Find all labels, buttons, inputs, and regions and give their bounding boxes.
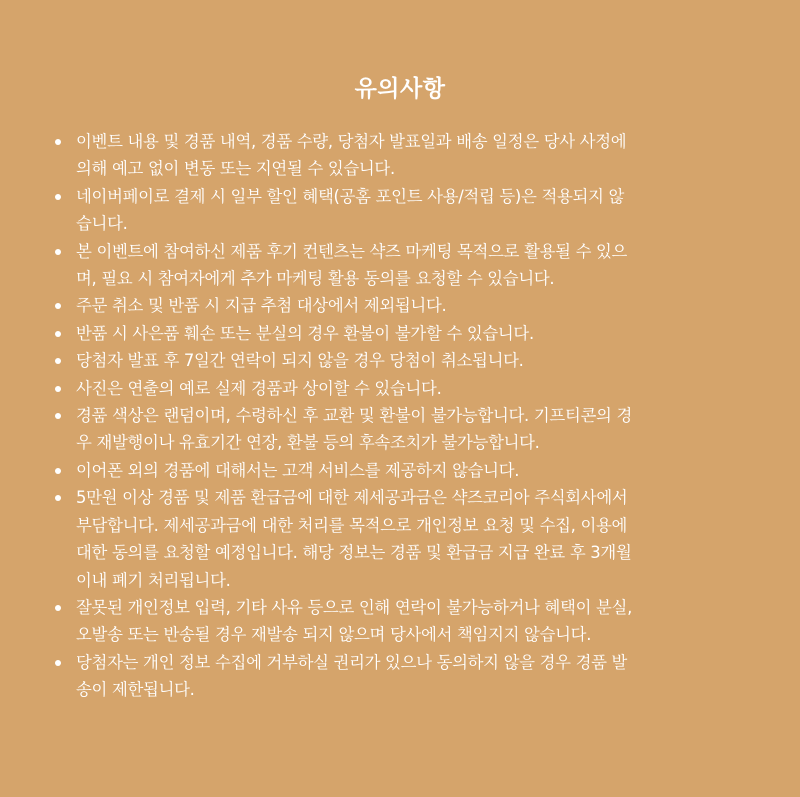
notice-item-5: [0, 320, 800, 347]
bullet-icon: [55, 660, 61, 666]
notice-item-3-line-2: 며, 필요 시 참여자에게 추가 마케팅 활용 동의를 요청할 수 있습니다.: [76, 269, 555, 289]
notice-item-10-line-1: 5만원 이상 경품 및 제품 환급금에 대한 제세공과금은 샥즈코리아 주식회사에서: [76, 488, 628, 508]
notice-item-1: [0, 128, 800, 183]
notice-item-8-line-2: 우 재발행이나 유효기간 연장, 환불 등의 후속조치가 불가능합니다.: [76, 433, 540, 453]
notice-item-11: [0, 594, 800, 649]
notice-title: 유의사항: [354, 76, 446, 102]
notice-item-3: [0, 238, 800, 293]
notice-item-12-line-2: 송이 제한됩니다.: [76, 680, 195, 700]
notice-item-10: [0, 484, 800, 594]
notice-item-11-line-2: 오발송 또는 반송될 경우 재발송 되지 않으며 당사에서 책임지지 않습니다.: [76, 625, 592, 645]
notice-item-4-line-1: 주문 취소 및 반품 시 지급 추첨 대상에서 제외됩니다.: [76, 296, 447, 316]
bullet-icon: [55, 194, 61, 200]
notice-item-10-line-4: 이내 폐기 처리됩니다.: [76, 570, 231, 590]
notice-item-1-line-1: 이벤트 내용 및 경품 내역, 경품 수량, 당첨자 발표일과 배송 일정은 당사 사정에: [76, 132, 627, 151]
notice-item-6-line-1: 당첨자 발표 후 7일간 연락이 되지 않을 경우 당첨이 취소됩니다.: [76, 351, 524, 371]
notice-item-4: [0, 292, 800, 319]
notice-item-9-line-1: 이어폰 외의 경품에 대해서는 고객 서비스를 제공하지 않습니다.: [76, 460, 520, 480]
notice-item-1-line-2: 의해 예고 없이 변동 또는 지연될 수 있습니다.: [76, 159, 395, 179]
bullet-icon: [55, 331, 61, 337]
notice-item-2-line-1: 네이버페이로 결제 시 일부 할인 혜택(공홈 포인트 사용/적립 등)은 적용되지 않: [76, 186, 625, 206]
bullet-icon: [55, 386, 61, 392]
notice-item-12-line-1: 당첨자는 개인 정보 수집에 거부하실 권리가 있으나 동의하지 않을 경우 경품 발: [76, 652, 628, 672]
notice-item-7: [0, 375, 800, 402]
bullet-icon: [55, 303, 61, 309]
bullet-icon: [55, 358, 61, 364]
notice-item-7-line-1: 사진은 연출의 예로 실제 경품과 상이할 수 있습니다.: [76, 378, 442, 398]
bullet-icon: [55, 605, 61, 611]
notice-item-5-line-1: 반품 시 사은품 훼손 또는 분실의 경우 환불이 불가할 수 있습니다.: [76, 323, 534, 343]
notice-item-10-line-3: 대한 동의를 요청할 예정입니다. 해당 정보는 경품 및 환급금 지급 완료 후 3개월: [76, 543, 632, 563]
notice-item-6: [0, 347, 800, 374]
notice-item-8-line-1: 경품 색상은 랜덤이며, 수령하신 후 교환 및 환불이 불가능합니다. 기프티콘의 경: [76, 406, 632, 426]
bullet-icon: [55, 249, 61, 255]
bullet-icon: [55, 468, 61, 474]
bullet-icon: [55, 139, 61, 145]
notice-item-2: [0, 183, 800, 238]
notice-list: [0, 128, 800, 704]
notice-item-2-line-2: 습니다.: [76, 214, 128, 234]
notice-item-9: [0, 457, 800, 484]
bullet-icon: [55, 413, 61, 419]
notice-item-10-line-2: 부담합니다. 제세공과금에 대한 처리를 목적으로 개인정보 요청 및 수집, 이용에: [76, 515, 628, 535]
notice-item-8: [0, 402, 800, 457]
notice-item-3-line-1: 본 이벤트에 참여하신 제품 후기 컨텐츠는 샥즈 마케팅 목적으로 활용될 수 있으: [76, 241, 628, 261]
notice-item-12: [0, 649, 800, 704]
bullet-icon: [55, 495, 61, 501]
notice-item-11-line-1: 잘못된 개인정보 입력, 기타 사유 등으로 인해 연락이 불가능하거나 혜택이 분실,: [76, 597, 632, 617]
